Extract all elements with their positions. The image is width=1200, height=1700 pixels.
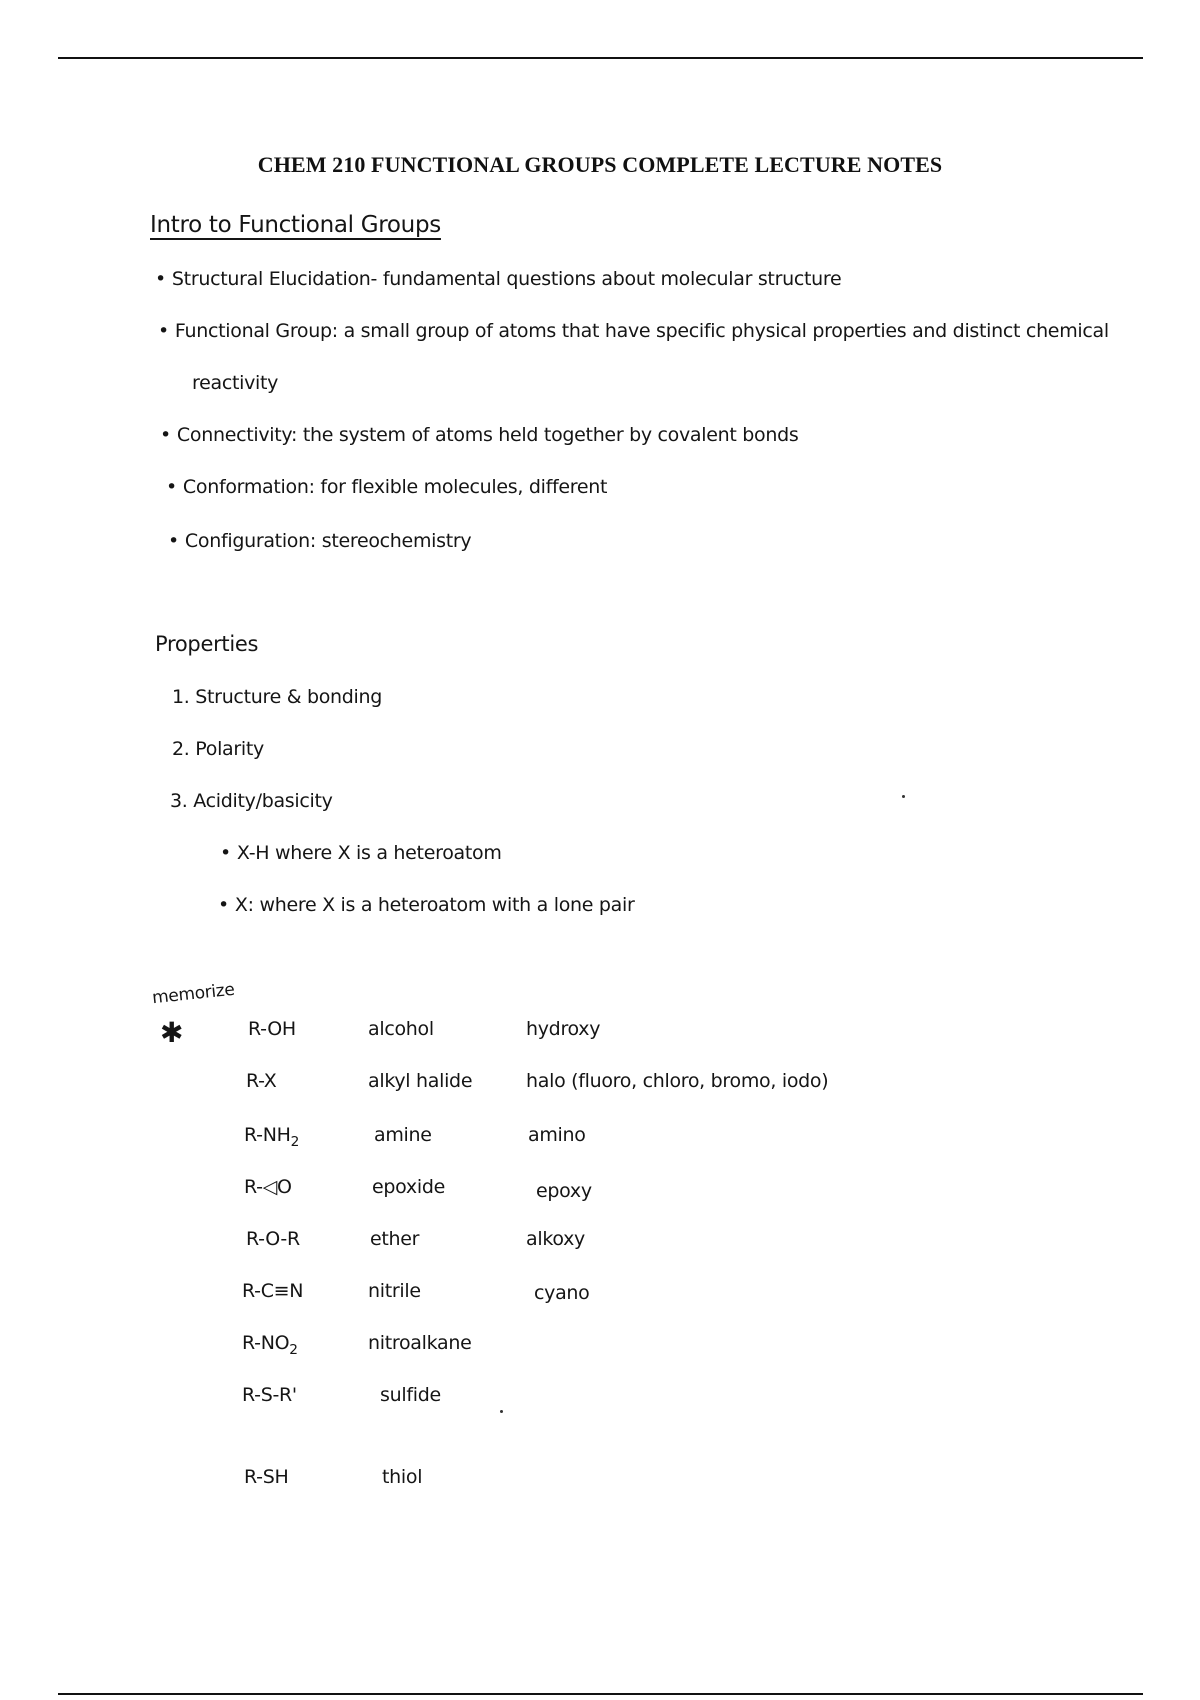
table-cell-prefix: alkoxy bbox=[526, 1228, 585, 1250]
properties-item-structure: 1. Structure & bonding bbox=[172, 686, 383, 708]
stray-mark bbox=[902, 795, 905, 798]
intro-bullet-conformation: • Conformation: for flexible molecules, different bbox=[166, 476, 608, 498]
properties-item-polarity: 2. Polarity bbox=[172, 738, 264, 760]
bullet-dot-icon: • bbox=[220, 842, 231, 864]
properties-item-acidity: 3. Acidity/basicity bbox=[170, 790, 333, 812]
bullet-dot-icon: • bbox=[155, 268, 166, 290]
table-cell-prefix: hydroxy bbox=[526, 1018, 601, 1040]
page-title: CHEM 210 FUNCTIONAL GROUPS COMPLETE LECTURE NOTES bbox=[257, 152, 943, 177]
table-cell-name: alcohol bbox=[368, 1018, 434, 1040]
bullet-dot-icon: • bbox=[160, 424, 171, 446]
bullet-dot-icon: • bbox=[218, 894, 229, 916]
table-cell-name: alkyl halide bbox=[368, 1070, 473, 1092]
bottom-rule bbox=[58, 1693, 1143, 1695]
intro-heading: Intro to Functional Groups bbox=[150, 212, 441, 238]
table-cell-name: ether bbox=[370, 1228, 420, 1250]
table-cell-formula: R-X bbox=[246, 1070, 277, 1092]
memorize-label: memorize bbox=[151, 979, 236, 1009]
top-rule bbox=[58, 57, 1143, 59]
table-cell-name: nitrile bbox=[368, 1280, 421, 1302]
star-icon: ✱ bbox=[160, 1016, 184, 1049]
intro-bullet-structural-elucidation: • Structural Elucidation- fundamental questions about molecular structure bbox=[155, 268, 842, 290]
table-cell-prefix: amino bbox=[528, 1124, 586, 1146]
table-cell-name: nitroalkane bbox=[368, 1332, 472, 1354]
properties-subitem-lone-pair: • X: where X is a heteroatom with a lone pair bbox=[218, 894, 635, 916]
intro-bullet-configuration: • Configuration: stereochemistry bbox=[168, 530, 472, 552]
table-cell-name: epoxide bbox=[372, 1176, 445, 1198]
table-cell-formula: R-◁O bbox=[244, 1176, 292, 1198]
table-cell-formula: R-SH bbox=[244, 1466, 289, 1488]
stray-mark bbox=[500, 1410, 503, 1413]
bullet-dot-icon: • bbox=[158, 320, 169, 342]
table-cell-formula: R-C≡N bbox=[242, 1280, 304, 1302]
bullet-dot-icon: • bbox=[168, 530, 179, 552]
table-cell-formula: R-OH bbox=[248, 1018, 296, 1040]
table-cell-prefix: epoxy bbox=[536, 1180, 592, 1202]
intro-bullet-connectivity: • Connectivity: the system of atoms held together by covalent bonds bbox=[160, 424, 799, 446]
bullet-dot-icon: • bbox=[166, 476, 177, 498]
table-cell-formula: $R-NH_2$ bbox=[244, 1124, 299, 1150]
table-cell-formula: R-O-R bbox=[246, 1228, 300, 1250]
properties-subitem-xh: • X-H where X is a heteroatom bbox=[220, 842, 502, 864]
intro-bullet-functional-group: • Functional Group: a small group of atoms that have specific physical properties and distinct chemical bbox=[158, 320, 1109, 342]
table-cell-name: thiol bbox=[382, 1466, 423, 1488]
table-cell-formula: R-S-R' bbox=[242, 1384, 297, 1406]
properties-heading: Properties bbox=[155, 632, 259, 656]
intro-bullet-continuation: reactivity bbox=[192, 372, 279, 394]
table-cell-prefix: cyano bbox=[534, 1282, 590, 1304]
table-cell-name: amine bbox=[374, 1124, 432, 1146]
table-cell-name: sulfide bbox=[380, 1384, 441, 1406]
table-cell-formula: $R-NO_2$ bbox=[242, 1332, 298, 1358]
table-cell-prefix: halo (fluoro, chloro, bromo, iodo) bbox=[526, 1070, 829, 1092]
